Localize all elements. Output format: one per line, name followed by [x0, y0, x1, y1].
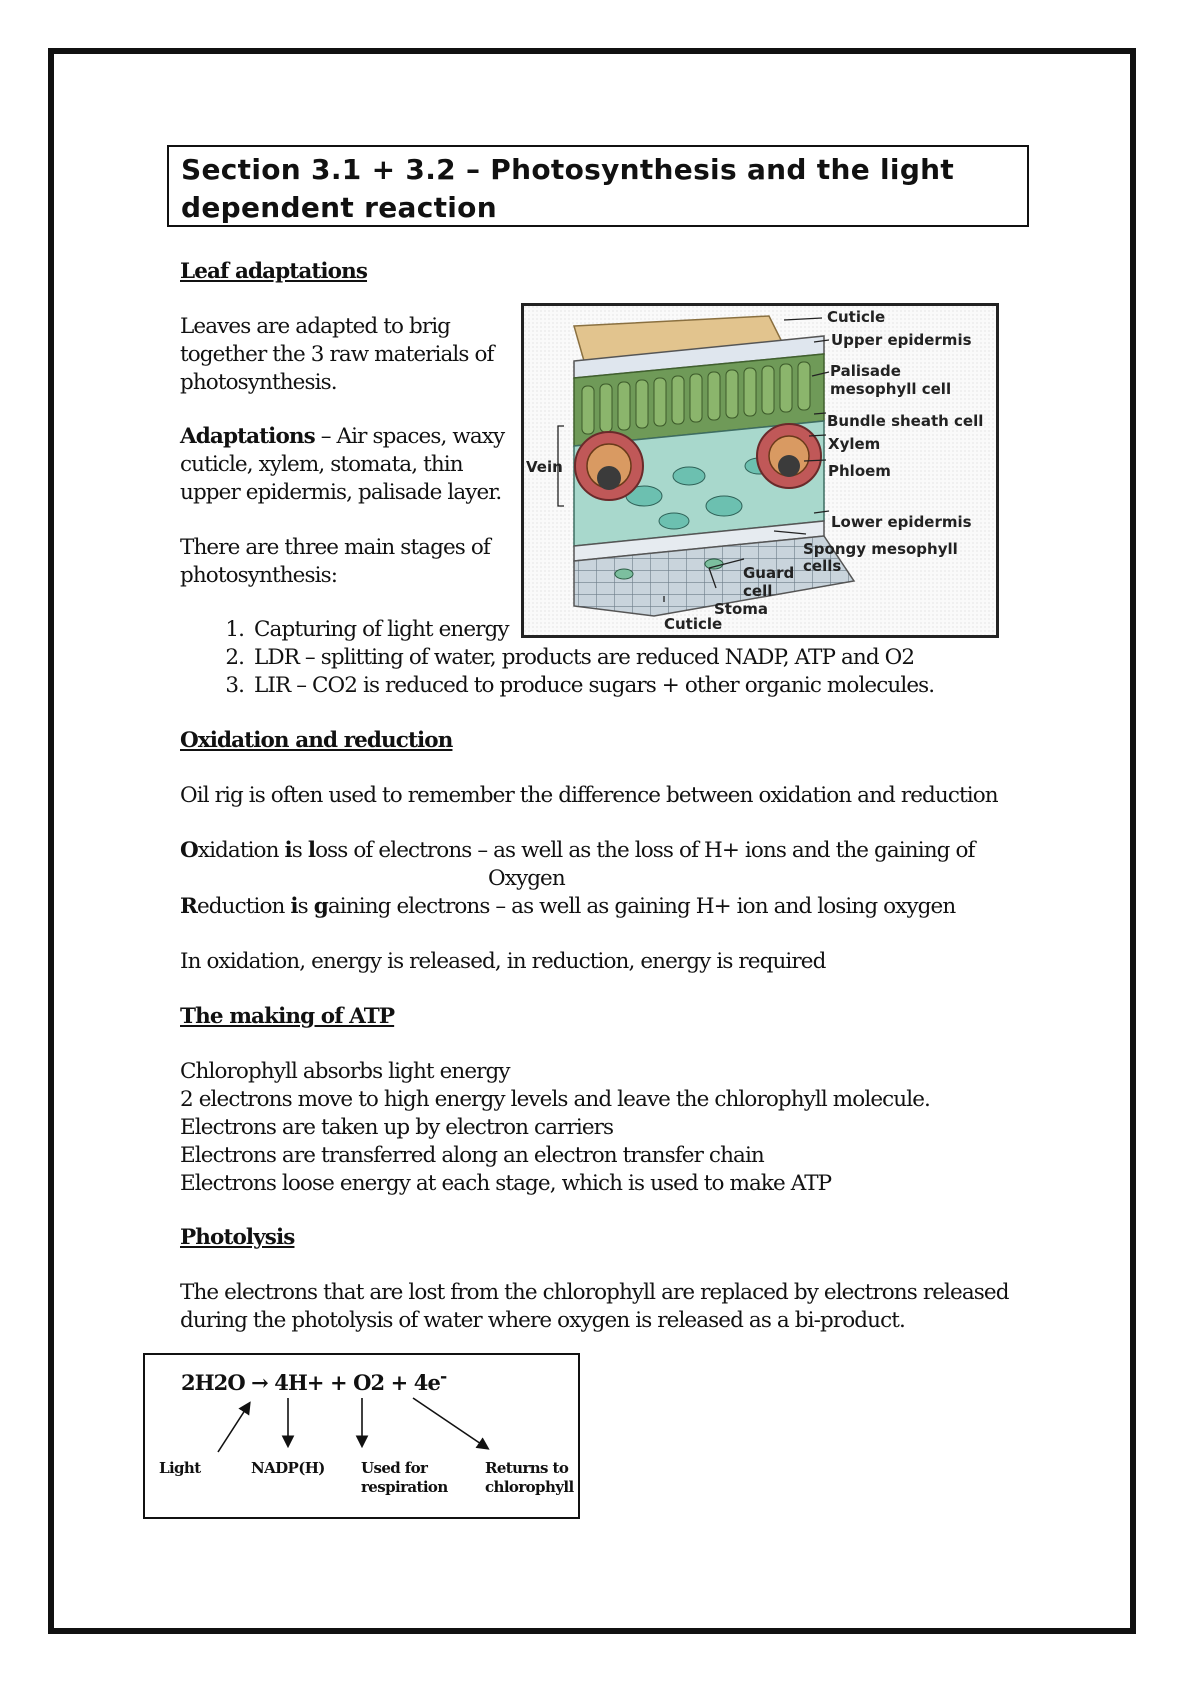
label-palisade: mesophyll cell — [830, 380, 952, 398]
atp-line: Electrons are transferred along an electron transfer chain — [180, 1143, 764, 1168]
energy-text: In oxidation, energy is released, in reduction, energy is required — [180, 949, 826, 974]
definition-text: oss of electrons – as well as the loss of H+ ions and the gaining of — [315, 838, 975, 863]
adaptations-line: – Air spaces, waxy — [314, 424, 505, 449]
oil-rig-text: Oil rig is often used to remember the difference between oxidation and reduction — [180, 783, 998, 808]
leaf-intro — [180, 313, 510, 397]
stage-item: 3. LIR – CO2 is reduced to produce sugars + other organic molecules. — [250, 672, 1000, 700]
mnemonic-letter: g — [313, 894, 328, 919]
label-cuticle-bottom: Cuticle — [664, 615, 723, 633]
mnemonic-letter: i — [290, 894, 298, 919]
label-line: Used for — [361, 1459, 428, 1477]
label-light: Light — [159, 1459, 201, 1477]
adaptations-line: upper epidermis, palisade layer. — [180, 480, 502, 505]
mnemonic-letter: i — [284, 838, 292, 863]
label-guard-cell: Guard — [743, 564, 795, 582]
equation-text: 2H2O → 4H+ + O2 + 4e — [181, 1370, 440, 1395]
title-box — [167, 145, 1029, 227]
mnemonic-letter: l — [307, 838, 316, 863]
adaptations-paragraph — [180, 423, 510, 507]
atp-lines — [180, 1058, 1020, 1198]
label-xylem: Xylem — [828, 435, 881, 453]
leaf-intro-line: Leaves are adapted to brig — [180, 314, 451, 339]
heading-oxidation-reduction: Oxidation and reduction — [180, 728, 453, 753]
mnemonic-letter: R — [180, 894, 197, 919]
label-guard-cell: cell — [743, 582, 773, 600]
label-chlorophyll — [485, 1459, 574, 1497]
stage-item: 2. LDR – splitting of water, products are reduced NADP, ATP and O2 — [250, 644, 1000, 672]
label-nadph: NADP(H) — [251, 1459, 325, 1477]
heading-leaf-adaptations: Leaf adaptations — [180, 259, 368, 284]
label-cuticle-top: Cuticle — [827, 308, 886, 326]
atp-line: Chlorophyll absorbs light energy — [180, 1059, 510, 1084]
label-spongy: Spongy mesophyll — [803, 540, 958, 558]
label-lower-epidermis: Lower epidermis — [831, 513, 972, 531]
definition-text: aining electrons – as well as gaining H+ ion and losing oxygen — [327, 894, 956, 919]
stages-intro-line: photosynthesis: — [180, 563, 338, 588]
stages-intro — [180, 534, 510, 590]
definition-text: eduction — [196, 894, 291, 919]
equation-superscript: - — [439, 1367, 447, 1387]
label-stoma: Stoma — [714, 600, 769, 618]
photolysis-line: The electrons that are lost from the chlorophyll are replaced by electrons released — [180, 1280, 1009, 1305]
atp-line: 2 electrons move to high energy levels and leave the chlorophyll molecule. — [180, 1087, 930, 1112]
label-line: chlorophyll — [485, 1478, 574, 1496]
adaptations-line: cuticle, xylem, stomata, thin — [180, 452, 463, 477]
adaptations-label: Adaptations — [180, 424, 315, 449]
photolysis-line: during the photolysis of water where oxygen is released as a bi-product. — [180, 1308, 905, 1333]
leaf-intro-line: photosynthesis. — [180, 370, 337, 395]
stages-intro-line: There are three main stages of — [180, 535, 490, 560]
heading-making-of-atp: The making of ATP — [180, 1004, 395, 1029]
mnemonic-letter: O — [180, 838, 198, 863]
leaf-intro-line: together the 3 raw materials of — [180, 342, 494, 367]
label-line: respiration — [361, 1478, 448, 1496]
oxidation-definition — [180, 837, 1020, 921]
label-line: Returns to — [485, 1459, 569, 1477]
heading-photolysis: Photolysis — [180, 1225, 295, 1250]
label-bundle-sheath: Bundle sheath cell — [827, 412, 984, 430]
atp-line: Electrons loose energy at each stage, which is used to make ATP — [180, 1171, 832, 1196]
atp-line: Electrons are taken up by electron carriers — [180, 1115, 614, 1140]
photolysis-text — [180, 1279, 1020, 1335]
definition-continuation: Oxygen — [488, 866, 565, 891]
label-respiration — [361, 1459, 448, 1497]
definition-text: xidation — [197, 838, 285, 863]
label-vein: Vein — [526, 458, 563, 476]
leaf-cross-section-figure — [521, 303, 999, 638]
stage-item: 1. Capturing of light energy — [250, 616, 1000, 644]
label-phloem: Phloem — [828, 462, 891, 480]
definition-text: s — [297, 894, 314, 919]
definition-text: s — [291, 838, 308, 863]
photolysis-equation-box — [143, 1353, 580, 1519]
label-palisade: Palisade — [830, 362, 901, 380]
label-upper-epidermis: Upper epidermis — [831, 331, 972, 349]
page-title: Section 3.1 + 3.2 – Photosynthesis and the light dependent reaction — [181, 153, 955, 224]
label-spongy: cells — [803, 557, 842, 575]
